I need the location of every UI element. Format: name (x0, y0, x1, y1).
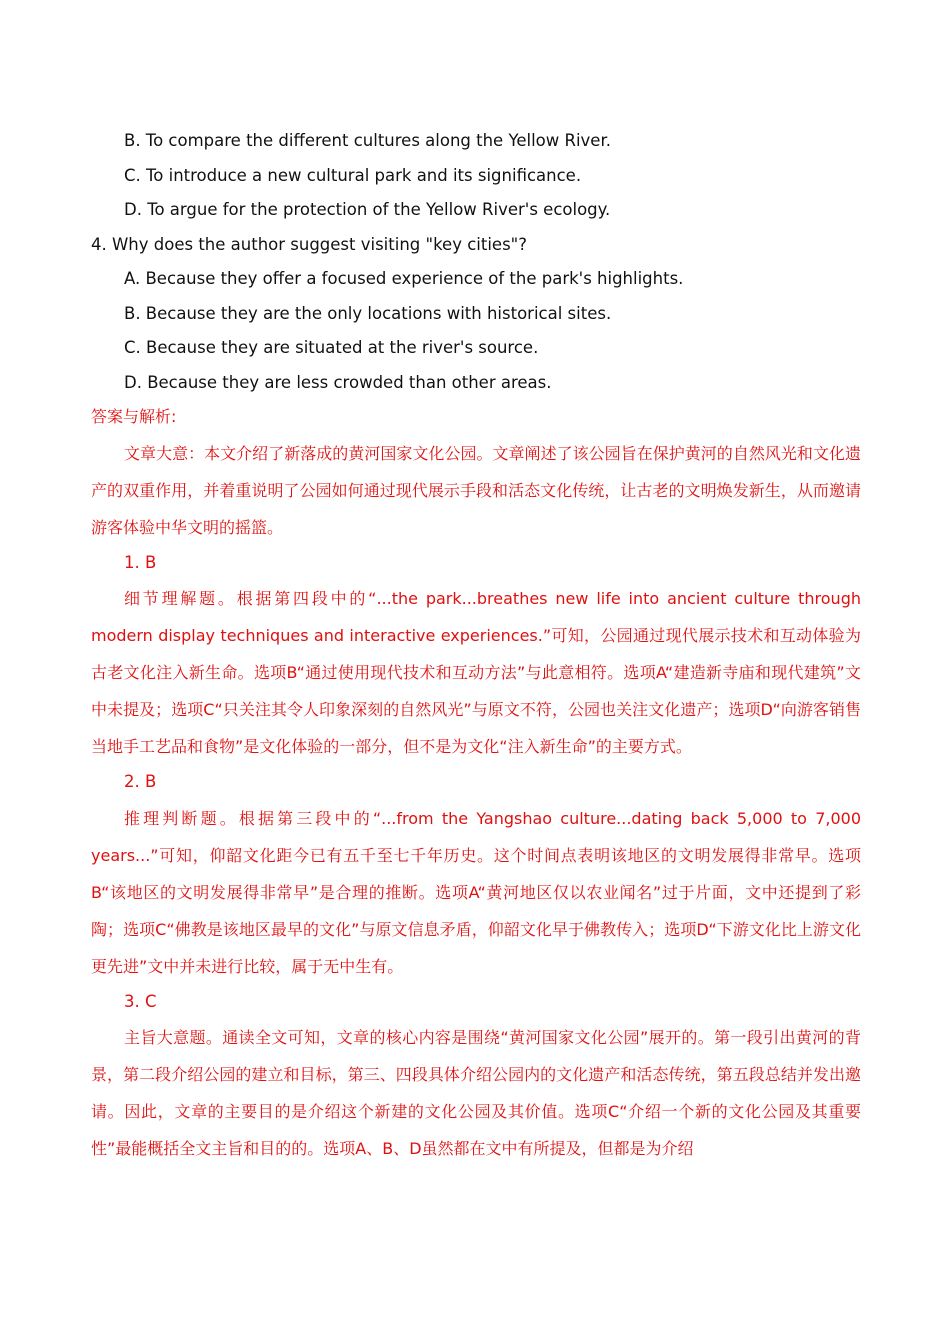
answer-2-explanation: 推理判断题。根据第三段中的“...from the Yangshao culture...dating back 5,000 to 7,000 years...”可知，仰韶文化距今已有五千至七千年历史。这个时间点表明该地区的文明发展得非常早。选项B“该地区的文明发展得非常早”是合理的推断。选项A“黄河地区仅以农业闻名”过于片面，文中还提到了彩陶；选项C“佛教是该地区最早的文化”与原文信息矛盾，仰韶文化早于佛教传入；选项D“下游文化比上游文化更先进”文中并未进行比较，属于无中生有。 (91, 808, 861, 976)
answer-heading: 答案与解析: (91, 407, 177, 426)
q3-option-b: B. To compare the different cultures along the Yellow River. (124, 131, 611, 150)
answer-1-number: 1. B (124, 552, 157, 572)
document-page (91, 124, 861, 1167)
answer-1-explanation: 细节理解题。根据第四段中的“...the park...breathes new life into ancient culture through modern display techniques and interactive experiences.”可知，公园通过现代展示技术和互动体验为古老文化注入新生命。选项B“通过使用现代技术和互动方法”与此意相符。选项A“建造新寺庙和现代建筑”文中未提及；选项C“只关注其令人印象深刻的自然风光”与原文不符，公园也关注文化遗产；选项D“向游客销售当地手工艺品和食物”是文化体验的一部分，但不是为文化“注入新生命”的主要方式。 (91, 589, 861, 756)
q4-option-a: A. Because they offer a focused experience of the park's highlights. (124, 269, 684, 288)
q4-stem: 4. Why does the author suggest visiting "key cities"? (91, 234, 528, 254)
q4-option-d: D. Because they are less crowded than other areas. (124, 372, 552, 392)
q4-option-c: C. Because they are situated at the river's source. (124, 338, 539, 357)
q3-option-c: C. To introduce a new cultural park and its significance. (124, 165, 582, 185)
answer-3-number: 3. C (124, 991, 157, 1011)
answer-2-number: 2. B (124, 772, 157, 791)
q3-option-d: D. To argue for the protection of the Yellow River's ecology. (124, 200, 611, 219)
summary-paragraph: 文章大意：本文介绍了新落成的黄河国家文化公园。文章阐述了该公园旨在保护黄河的自然风光和文化遗产的双重作用，并着重说明了公园如何通过现代展示手段和活态文化传统，让古老的文明焕发新生，从而邀请游客体验中华文明的摇篮。 (91, 443, 861, 537)
q4-option-b: B. Because they are the only locations with historical sites. (124, 303, 612, 323)
answer-3-explanation: 主旨大意题。通读全文可知，文章的核心内容是围绕“黄河国家文化公园”展开的。第一段引出黄河的背景，第二段介绍公园的建立和目标，第三、四段具体介绍公园内的文化遗产和活态传统，第五段总结并发出邀请。因此，文章的主要目的是介绍这个新建的文化公园及其价值。选项C“介绍一个新的文化公园及其重要性”最能概括全文主旨和目的的。选项A、B、D虽然都在文中有所提及，但都是为介绍 (91, 1028, 861, 1158)
